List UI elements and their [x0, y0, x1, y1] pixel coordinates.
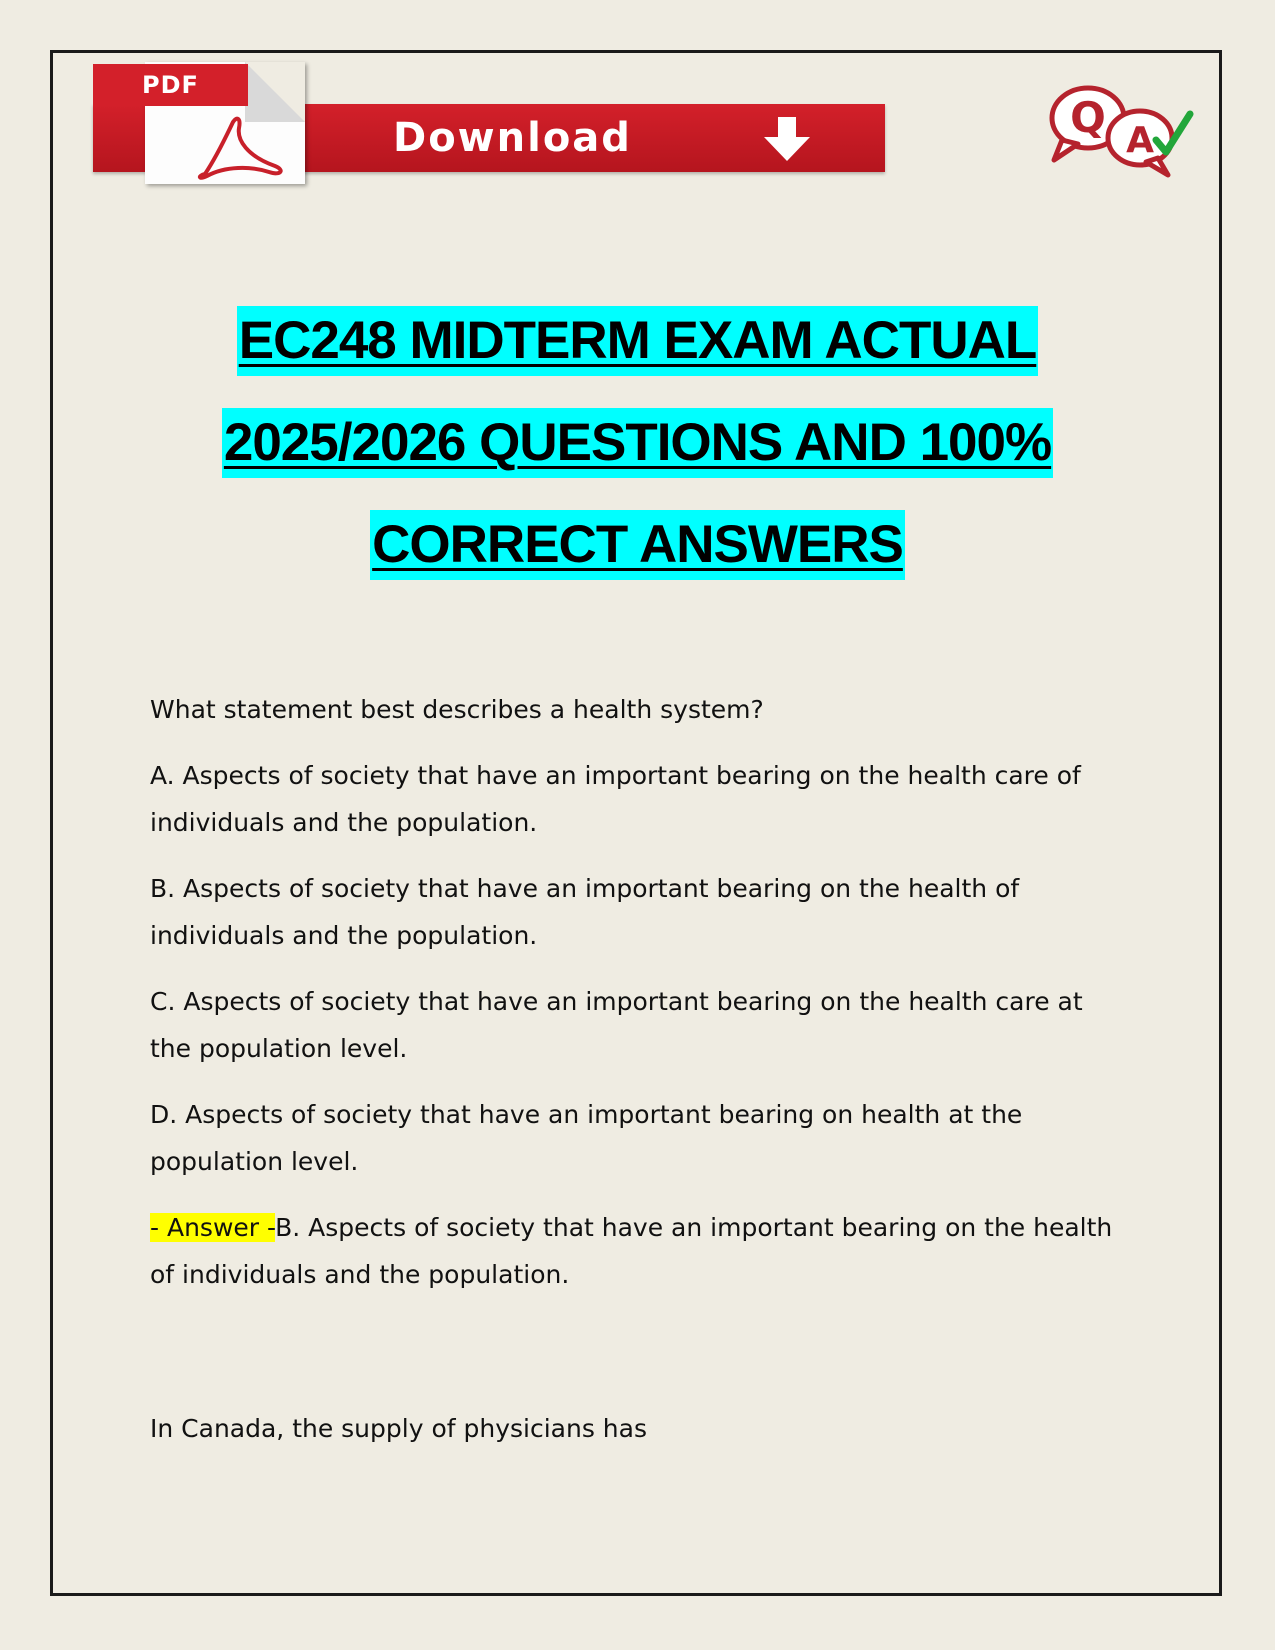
document-body — [150, 686, 1130, 1471]
answer-text: B. Aspects of society that have an important bearing on the health of individuals and the population. — [150, 1213, 1113, 1289]
option-d: D. Aspects of society that have an important bearing on health at the population level. — [150, 1100, 1023, 1176]
qa-bubbles-icon — [1040, 80, 1210, 180]
download-arrow-icon — [762, 117, 812, 163]
spacer — [150, 1317, 1130, 1405]
document-title — [60, 306, 1215, 612]
option-c: C. Aspects of society that have an important bearing on the health care at the population level. — [150, 987, 1083, 1063]
option-b: B. Aspects of society that have an important bearing on the health of individuals and the population. — [150, 874, 1020, 950]
title-line-2: 2025/2026 QUESTIONS AND 100% — [222, 408, 1053, 478]
logo-letter-a: A — [1126, 120, 1154, 161]
answer-label: - Answer - — [150, 1213, 276, 1242]
logo-letter-q: Q — [1070, 93, 1106, 142]
question-2-prompt: In Canada, the supply of physicians has — [150, 1414, 647, 1443]
download-label: Download — [393, 115, 632, 161]
pdf-tag: PDF — [93, 64, 248, 106]
acrobat-icon — [185, 114, 295, 184]
question-prompt: What statement best describes a health system? — [150, 695, 764, 724]
page-fold-icon — [245, 62, 305, 122]
option-a: A. Aspects of society that have an important bearing on the health care of individuals and the population. — [150, 761, 1081, 837]
title-line-1: EC248 MIDTERM EXAM ACTUAL — [237, 306, 1039, 376]
title-line-3: CORRECT ANSWERS — [370, 510, 905, 580]
qa-logo-icon — [1040, 80, 1210, 180]
answer-paragraph — [150, 1204, 1130, 1298]
